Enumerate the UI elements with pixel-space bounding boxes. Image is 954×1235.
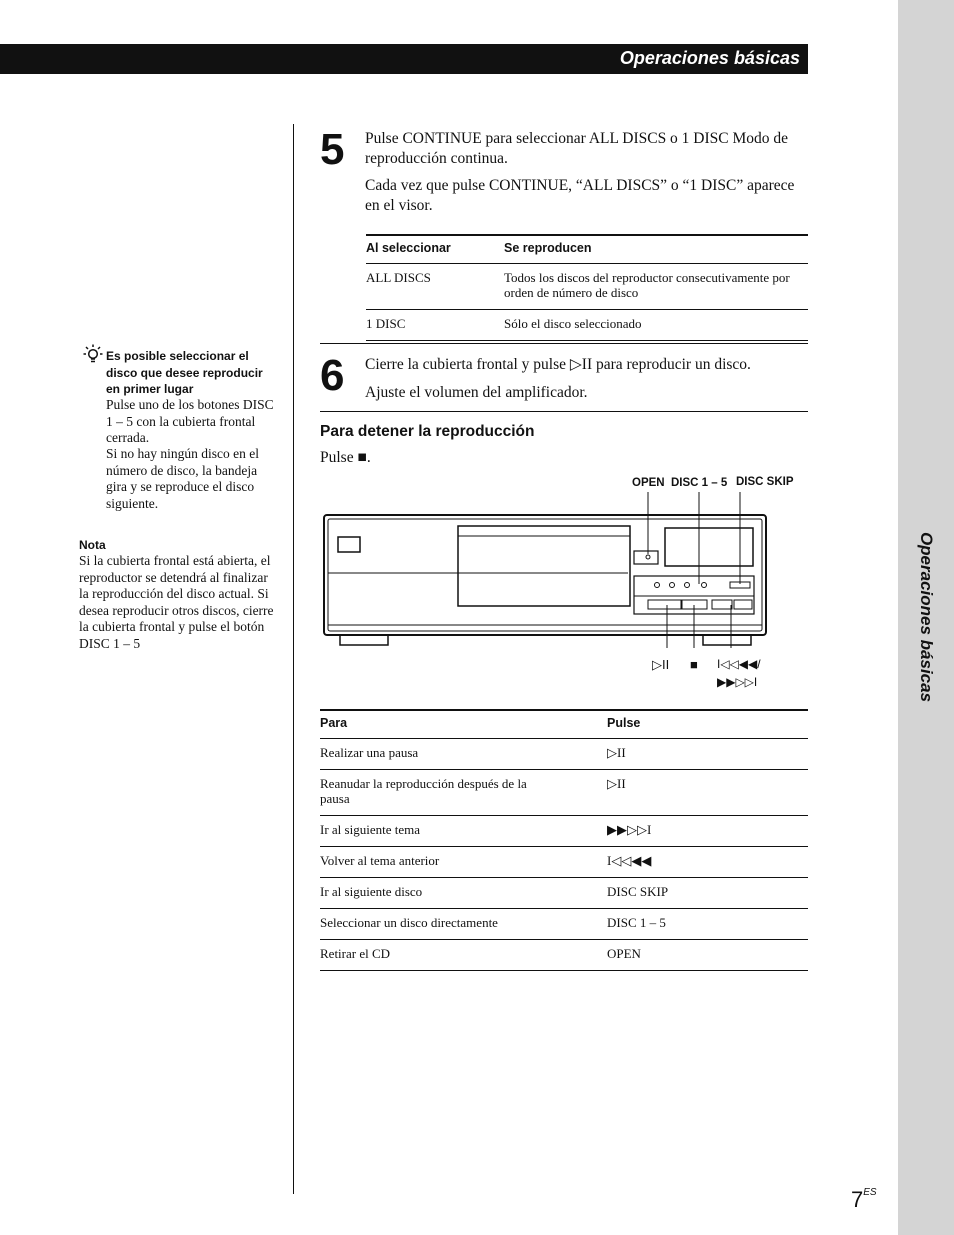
table-cell: ▷II <box>607 770 808 816</box>
section-title: Operaciones básicas <box>619 48 800 68</box>
table-cell: Retirar el CD <box>320 940 607 971</box>
page-number-suffix: ES <box>863 1187 877 1198</box>
table-header: Para <box>320 710 607 739</box>
table-cell: Reanudar la reproducción después de la pausa <box>320 770 607 816</box>
side-tab-title: Operaciones básicas <box>917 531 936 703</box>
table-header-row <box>366 235 808 264</box>
step-6-text: Cierre la cubierta frontal y pulse ▷II para reproducir un disco. <box>365 356 751 373</box>
lightbulb-icon <box>83 344 103 364</box>
note-heading: Nota <box>79 538 106 552</box>
table-cell: Volver al tema anterior <box>320 847 607 878</box>
table-cell: Realizar una pausa <box>320 739 607 770</box>
controls-table <box>320 709 808 971</box>
step-5-text: Pulse CONTINUE para seleccionar ALL DISCS o 1 DISC Modo de reproducción continua. <box>365 130 789 167</box>
table-row <box>320 739 808 770</box>
table-row <box>320 770 808 816</box>
label-open: OPEN <box>632 477 665 489</box>
label-prev: I◁◁◀◀/ <box>717 657 761 671</box>
table-cell: DISC SKIP <box>607 878 808 909</box>
table-cell: ▷II <box>607 739 808 770</box>
table-cell: Todos los discos del reproductor consecutivamente por orden de número de disco <box>504 264 808 310</box>
table-header: Al seleccionar <box>366 235 504 264</box>
stop-heading: Para detener la reproducción <box>320 423 535 440</box>
table-row <box>320 909 808 940</box>
table-row <box>366 264 808 310</box>
step-5-number: 5 <box>320 125 345 174</box>
label-stop: ■ <box>690 657 698 672</box>
stop-text: Pulse ■. <box>320 449 371 466</box>
table-cell: ▶▶▷▷I <box>607 816 808 847</box>
step-divider <box>320 343 808 344</box>
tip-heading: Es posible seleccionar el disco que desee reproducir en primer lugar <box>106 349 263 396</box>
note-body: Si la cubierta frontal está abierta, el reproductor se detendrá al finalizar la reproducción del disco actual. Si desea reproducir otros discos, cierre la cubierta frontal y pulse el botón DISC 1 – 5 <box>79 553 274 651</box>
step-6-text-2: Ajuste el volumen del amplificador. <box>365 384 588 401</box>
table-cell: I◁◁◀◀ <box>607 847 808 878</box>
table-row <box>320 816 808 847</box>
table-row <box>366 310 808 341</box>
table-header-row <box>320 710 808 739</box>
table-cell: Seleccionar un disco directamente <box>320 909 607 940</box>
table-row <box>320 878 808 909</box>
column-divider <box>293 124 294 1194</box>
page-number <box>851 1187 877 1213</box>
label-disc-skip: DISC SKIP <box>736 476 794 488</box>
table-cell: DISC 1 – 5 <box>607 909 808 940</box>
table-header: Se reproducen <box>504 235 808 264</box>
table-cell: ALL DISCS <box>366 264 504 310</box>
label-play-pause: ▷II <box>652 657 670 672</box>
table-row <box>320 940 808 971</box>
tip-body-2: Si no hay ningún disco en el número de disco, la bandeja gira y se reproduce el disco siguiente. <box>106 446 259 511</box>
step-6-number: 6 <box>320 351 345 400</box>
table-cell: Sólo el disco seleccionado <box>504 310 808 341</box>
table-row <box>320 847 808 878</box>
tip-body: Pulse uno de los botones DISC 1 – 5 con la cubierta frontal cerrada. <box>106 397 274 445</box>
step-divider <box>320 411 808 412</box>
table-cell: 1 DISC <box>366 310 504 341</box>
page-number-value: 7 <box>851 1187 864 1212</box>
mode-table <box>366 234 808 341</box>
table-cell: OPEN <box>607 940 808 971</box>
cd-player-diagram <box>318 490 774 648</box>
step-5-text-2: Cada vez que pulse CONTINUE, “ALL DISCS” o “1 DISC” aparece en el visor. <box>365 177 795 214</box>
label-next: ▶▶▷▷I <box>717 675 758 689</box>
section-header <box>0 44 808 74</box>
table-cell: Ir al siguiente tema <box>320 816 607 847</box>
label-disc-1-5: DISC 1 – 5 <box>671 477 728 489</box>
table-cell: Ir al siguiente disco <box>320 878 607 909</box>
table-header: Pulse <box>607 710 808 739</box>
